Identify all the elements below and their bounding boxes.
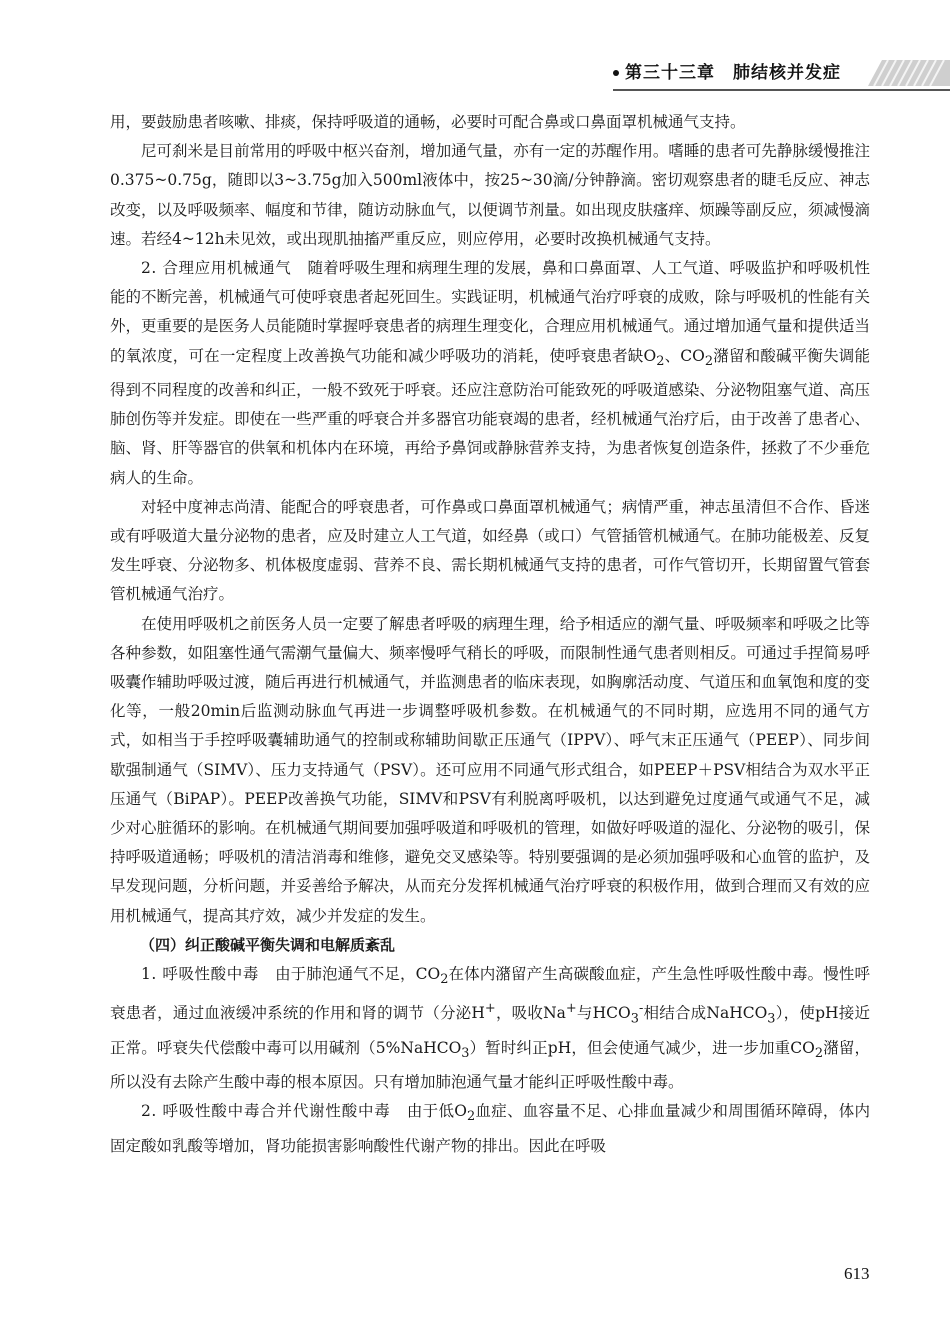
- paragraph-respiratory-acidosis: 1. 呼吸性酸中毒 由于肺泡通气不足，$CO_2$在体内潴留产生高碳酸血症，产生急性呼吸性酸中毒。慢性呼衰患者，通过血液缓冲系统的作用和肾的调节（分泌H+，吸收Na+与$HCO_3^-$相结合成NaHCO$_3$），使pH接近正常。呼衰失代偿酸中毒可以用碱剂（5%NaHCO$_3$）暂时纠正pH，但会使通气减少，进一步加重$CO_2$潴留，所以没有去除产生酸中毒的根本原因。只有增加肺泡通气量才能纠正呼吸性酸中毒。: [110, 964, 870, 1092]
- paragraph-mechanical-ventilation: 2. 合理应用机械通气 随着呼吸生理和病理生理的发展，鼻和口鼻面罩、人工气道、呼吸监护和呼吸机性能的不断完善，机械通气可使呼衰患者起死回生。实践证明，机械通气治疗呼衰的成败，除与呼吸机的性能有关外，更重要的是医务人员能随时掌握呼衰患者的病理生理变化，合理应用机械通气。通过增加通气量和提供适当的氧浓度，可在一定程度上改善换气功能和减少呼吸功的消耗，使呼衰患者缺$O_2$、$CO_2$潴留和酸碱平衡失调能得到不同程度的改善和纠正，一般不致死于呼衰。还应注意防治可能致死的呼吸道感染、分泌物阻塞气道、高压肺创伤等并发症。即使在一些严重的呼衰合并多器官功能衰竭的患者，经机械通气治疗后，由于改善了患者心、脑、肾、肝等器官的供氧和机体内在环境，再给予鼻饲或静脉营养支持，为患者恢复创造条件，拯救了不少垂危病人的生命。: [110, 259, 870, 487]
- header-decoration: [868, 60, 950, 86]
- subheading-mechanical-ventilation: 2. 合理应用机械通气: [141, 259, 308, 278]
- paragraph-mixed-acidosis: 2. 呼吸性酸中毒合并代谢性酸中毒 由于低$O_2$血症、血容量不足、心排血量减少和周围循环障碍，体内固定酸如乳酸等增加，肾功能损害影响酸性代谢产物的排出。因此在呼吸: [110, 1102, 870, 1155]
- paragraph-nikethamide: 尼可刹米是目前常用的呼吸中枢兴奋剂，增加通气量，亦有一定的苏醒作用。嗜睡的患者可先静脉缓慢推注0.375~0.75g，随即以3~3.75g加入500ml液体中，按25~30滴/分钟静滴。密切观察患者的睫毛反应、神志改变，以及呼吸频率、幅度和节律，随访动脉血气，以便调节剂量。如出现皮肤瘙痒、烦躁等副反应，须减慢滴速。若经4~12h未见效，或出现肌抽搐严重反应，则应停用，必要时改换机械通气支持。: [110, 142, 870, 248]
- paragraph-mask-ventilation: 对轻中度神志尚清、能配合的呼衰患者，可作鼻或口鼻面罩机械通气；病情严重，神志虽清但不合作、昏迷或有呼吸道大量分泌物的患者，应及时建立人工气道，如经鼻（或口）气管插管机械通气。在肺功能极差、反复发生呼衰、分泌物多、机体极度虚弱、营养不良、需长期机械通气支持的患者，可作气管切开，长期留置气管套管机械通气治疗。: [110, 497, 870, 604]
- page-body: [110, 108, 870, 1161]
- paragraph-continuation: 用，要鼓励患者咳嗽、排痰，保持呼吸道的通畅，必要时可配合鼻或口鼻面罩机械通气支持。: [110, 113, 746, 131]
- subheading-respiratory-acidosis: 1. 呼吸性酸中毒: [141, 964, 276, 983]
- subheading-mixed-acidosis: 2. 呼吸性酸中毒合并代谢性酸中毒: [141, 1102, 407, 1121]
- section-heading: （四）纠正酸碱平衡失调和电解质紊乱: [140, 935, 396, 954]
- running-header: [0, 54, 950, 100]
- header-bullet: [613, 70, 619, 76]
- chapter-title: 第三十三章 肺结核并发症: [625, 63, 841, 83]
- paragraph-ventilator-settings: 在使用呼吸机之前医务人员一定要了解患者呼吸的病理生理，给予相适应的潮气量、呼吸频率和呼吸之比等各种参数，如阻塞性通气需潮气量偏大、频率慢呼气稍长的呼吸，而限制性通气患者则相反。可通过手捏简易呼吸囊作辅助呼吸过渡，随后再进行机械通气，并监测患者的临床表现，如胸廓活动度、气道压和血氧饱和度的变化等，一般20min后监测动脉血气再进一步调整呼吸机参数。在机械通气的不同时期，应选用不同的通气方式，如相当于手控呼吸囊辅助通气的控制或称辅助间歇正压通气（IPPV）、呼气末正压通气（PEEP）、同步间歇强制通气（SIMV）、压力支持通气（PSV）。还可应用不同通气形式组合，如PEEP＋PSV相结合为双水平正压通气（BiPAP）。PEEP改善换气功能，SIMV和PSV有利脱离呼吸机，以达到避免过度通气或通气不足，减少对心脏循环的影响。在机械通气期间要加强呼吸道和呼吸机的管理，如做好呼吸道的湿化、分泌物的吸引，保持呼吸道通畅；呼吸机的清洁消毒和维修，避免交叉感染等。特别要强调的是必须加强呼吸和心血管的监护，及早发现问题，分析问题，并妥善给予解决，从而充分发挥机械通气治疗呼衰的积极作用，做到合理而又有效的应用机械通气，提高其疗效，减少并发症的发生。: [110, 614, 870, 925]
- page-number: 613: [844, 1264, 870, 1283]
- header-rule: [613, 89, 950, 91]
